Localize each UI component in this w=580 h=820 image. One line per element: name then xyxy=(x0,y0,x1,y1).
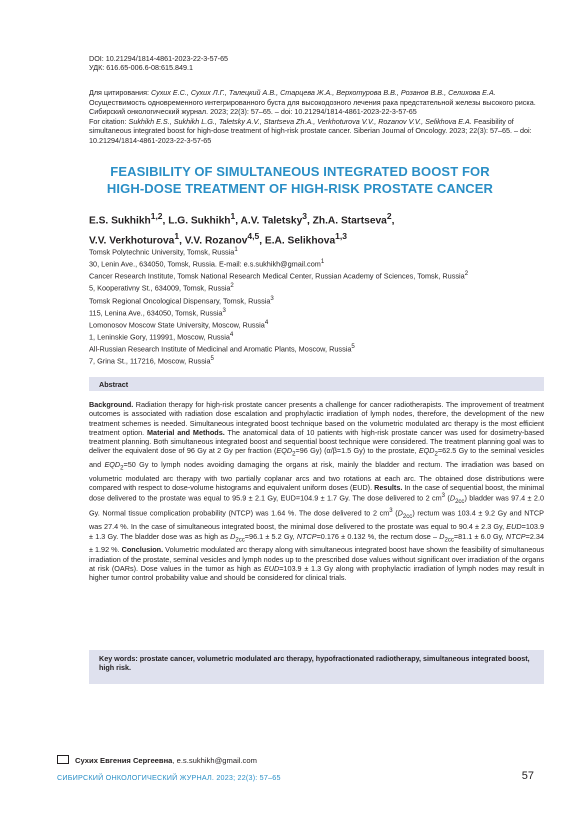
keywords: Key words: prostate cancer, volumetric modulated arc therapy, hypofractionated radiotherapy, simultaneous integrated boost, high risk. xyxy=(99,654,530,673)
affiliation-line: 30, Lenin Ave., 634050, Tomsk, Russia. E-mail: e.s.sukhikh@gmail.com$^1$ xyxy=(89,258,325,269)
abstract-heading: Abstract xyxy=(99,380,129,389)
author-list: E.S. Sukhikh$^{1,2}$, L.G. Sukhikh$^1$, A.V. Taletsky$^3$, Zh.A. Startseva$^2$, V.V. Verkhoturova$^1$, V.V. Rozanov$^{4,5}$, E.A. Selikhova$^{1,3}$ xyxy=(89,211,395,247)
citation-en: For citation: Sukhikh E.S., Sukhikh L.G., Taletsky A.V., Startseva Zh.A., Verkhoturova V.V., Rozanov V.V., Selikhova E.A. Feasibility of simultaneous integrated boost for high-dose treatment of high-risk prostate cancer. Siberian Journal of Oncology. 2023; 22(3): 57–65. – doi: 10.21294/1814-4861-2023-22-3-57-65 xyxy=(89,116,532,145)
abstract-body: Background. Radiation therapy for high-risk prostate cancer presents a challenge for cancer radiotherapists. The improvement of treatment outcomes is associated with radiation dose escalation and prophylactic irradiation of lymph nodes, therefore, the development of the new treatment schemes is needed. Simultaneous integrated boost technique based on the volumetric modulated arc therapy is the most efficient treatment option. Material and Methods. The anatomical data of 10 patients with high-risk prostate cancer was used for dosimetry-based treatment planning. Both simultaneous integrated boost and sequential boost technique were considered. The treatment planning goal was to deliver the equivalent dose of 96 Gy at 2 Gy per fraction ($EQD_2=96$ Gy) (α/β=1.5 Gy) to the prostate, $EQD_2=62.5$ Gy to the seminal vesicles and $EQD_2=50$ Gy to lymph nodes avoiding damaging the organs at risk, mainly the bladder and rectum. The irradiation was based on volumetric modulated arc therapy with two partially coplanar arcs and two rotations at each arc. The obtained dose distributions were compared with respect to dose-volume histograms and equivalent uniform doses (EUD). Results. In the case of sequential boost, the minimal dose delivered to the prostate was equal to 95.9 ± 2.1 Gy, EUD=104.9 ± 1.7 Gy. The dose delivered to 2 $cm^3$ $(D_{2cc})$ bladder was 97.4 ± 2.0 Gy. Normal tissue complication probability (NTCP) was 1.64 %. The dose delivered to 2 $cm^3$ $(D_{2cc})$ rectum was 103.4 ± 9.2 Gy and NTCP was 27.4 %. In the case of simultaneous integrated boost, the minimal dose delivered to the prostate was equal to 90.4 ± 2.3 Gy, EUD=103.9 ± 1.3 Gy. The bladder dose was as high as $D_{2cc}=96.1 \pm 5.2$ Gy, NTCP=0.176 ± 0.132 %, the rectum dose – $D_{2cc}=81.1 \pm 6.0$ Gy, NTCP=2.34 ± 1.92 %. Conclusion. Volumetric modulated arc therapy along with simultaneous integrated boost have shown the feasibility of simultaneous irradiation of the prostate, seminal vesicles and lymph nodes up to the prescribed dose values without significant over irradiation of the organs at risk (OARs). Dose values in the tumor as high as EUD=103.9 ± 1.3 Gy along with prophylactic irradiation of lymph nodes may result in higher tumor control probability value and should be considered for clinical trials. xyxy=(89,400,545,582)
keywords-panel xyxy=(89,650,544,684)
citation-ru: Для цитирования: Сухих Е.С., Сухих Л.Г., Талецкий А.В., Старцева Ж.А., Верхотурова В.В., Розанов В.В., Селихова Е.А. Осуществимость одновременного интегрированного буста для высокодозного лечения рака предстательной железы высокого риска. Сибирский онкологический журнал. 2023; 22(3): 57–65. – doi: 10.21294/1814-4861-2023-22-3-57-65 xyxy=(89,88,536,117)
correspondence xyxy=(57,755,257,765)
affiliation-line: 7, Grina St., 117216, Moscow, Russia$^5$ xyxy=(89,355,214,366)
corresponding-email[interactable]: , e.s.sukhikh@gmail.com xyxy=(172,756,257,765)
envelope-icon xyxy=(57,755,69,764)
affiliation-line: Tomsk Polytechnic University, Tomsk, Russia$^1$ xyxy=(89,246,238,257)
affiliation-line: 115, Lenina Ave., 634050, Tomsk, Russia$^3$ xyxy=(89,306,226,318)
journal-footer: СИБИРСКИЙ ОНКОЛОГИЧЕСКИЙ ЖУРНАЛ. 2023; 22(3): 57–65 xyxy=(57,773,281,782)
author: L.G. Sukhikh xyxy=(168,215,231,227)
author: E.S. Sukhikh xyxy=(89,215,151,227)
affiliations xyxy=(89,245,544,366)
affiliation-line: Lomonosov Moscow State University, Moscow, Russia$^4$ xyxy=(89,318,269,330)
author: A.V. Taletsky xyxy=(240,215,303,227)
affiliation-line: Cancer Research Institute, Tomsk National Research Medical Center, Russian Academy of Sciences, Tomsk, Russia$^2$ xyxy=(89,270,469,281)
doi[interactable]: DOI: 10.21294/1814-4861-2023-22-3-57-65 xyxy=(89,54,229,63)
affiliation-line: 1, Leninskie Gory, 119991, Moscow, Russia$^4$ xyxy=(89,330,234,342)
author: V.V. Verkhoturova xyxy=(89,235,175,247)
affiliation-line: 5, Kooperativny St., 634009, Tomsk, Russia$^2$ xyxy=(89,282,234,293)
affiliation-line: Tomsk Regional Oncological Dispensary, Tomsk, Russia$^3$ xyxy=(89,294,274,305)
author: Zh.A. Startseva xyxy=(312,215,387,227)
article-meta xyxy=(89,54,544,72)
udk: УДК: 616.65-006.6-08:615.849.1 xyxy=(89,63,194,73)
author: E.A. Selikhova xyxy=(264,235,336,247)
affiliation-line: All-Russian Research Institute of Medicinal and Aromatic Plants, Moscow, Russia$^5$ xyxy=(89,343,355,354)
corresponding-author: Сухих Евгения Сергеевна xyxy=(75,756,173,765)
abstract-heading-panel xyxy=(89,377,544,391)
citation-block xyxy=(89,88,544,146)
article-title: FEASIBILITY OF SIMULTANEOUS INTEGRATED BOOST FOR HIGH-DOSE TREATMENT OF HIGH-RISK PROSTATE CANCER xyxy=(106,164,494,196)
page-number: 57 xyxy=(521,770,534,782)
author: V.V. Rozanov xyxy=(184,235,248,247)
